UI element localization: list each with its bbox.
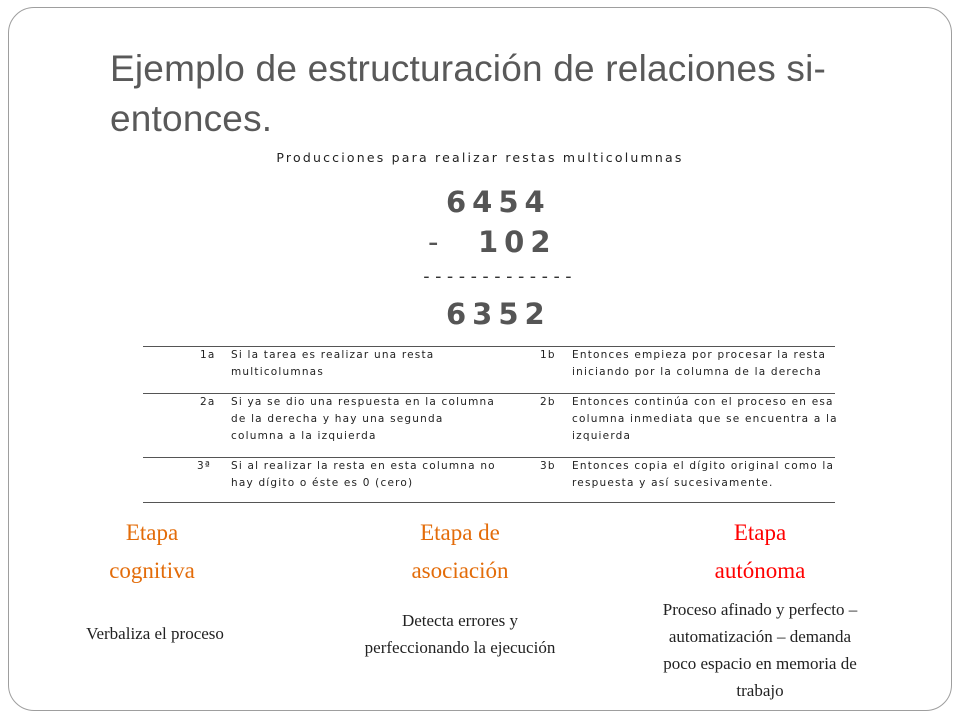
rule-text-line: Si al realizar la resta en esta columna no [231, 460, 496, 472]
rule-text-line: izquierda [572, 430, 632, 442]
minuend: 6454 [446, 185, 551, 219]
rule-condition [231, 347, 434, 381]
stage-description-line: perfeccionando la ejecución [364, 638, 556, 657]
stage-title-association [360, 514, 560, 590]
stage-title-line: asociación [411, 558, 509, 583]
rule-condition [231, 458, 496, 492]
rule-text-line: Entonces empieza por procesar la resta [572, 349, 827, 361]
stage-description-cognitive [40, 620, 270, 647]
subtrahend: 102 [478, 225, 557, 259]
stage-description-line: Detecta errores y [401, 611, 519, 630]
rule-text-line: columna inmediata que se encuentra a la [572, 413, 838, 425]
result: 6352 [446, 297, 551, 331]
separator-line: ------------- [421, 266, 575, 287]
stage-title-cognitive [52, 514, 252, 590]
rule-text-line: iniciando por la columna de la derecha [572, 366, 822, 378]
stage-description-association [320, 607, 600, 661]
rule-id-right: 1b [540, 349, 556, 361]
stage-title-line: Etapa [733, 520, 787, 545]
slide-title [110, 44, 910, 144]
rule-text-line: de la derecha y hay una segunda [231, 413, 444, 425]
stage-description-line: trabajo [736, 681, 784, 700]
rule-id-right: 2b [540, 396, 556, 408]
rule-text-line: Si ya se dio una respuesta en la columna [231, 396, 495, 408]
rule-text-line: Si la tarea es realizar una resta [231, 349, 435, 361]
stage-description-autonomous [615, 596, 905, 704]
rule-action [572, 458, 834, 492]
stage-title-line: Etapa [125, 520, 179, 545]
rule-text-line: Entonces continúa con el proceso en esa [572, 396, 834, 408]
rule-id-left: 2a [200, 396, 216, 408]
stage-description-line: automatización – demanda [668, 627, 852, 646]
stage-title-line: cognitiva [109, 558, 195, 583]
rule-text-line: multicolumnas [231, 366, 324, 378]
rule-condition [231, 394, 495, 445]
rule-id-right: 3b [540, 460, 556, 472]
rule-id-left: 3ª [197, 460, 212, 472]
stage-description-line: Proceso afinado y perfecto – [662, 600, 858, 619]
minus-sign: - [428, 225, 439, 259]
rule-action [572, 347, 826, 381]
rule-text-line: respuesta y así sucesivamente. [572, 477, 774, 489]
slide-title-line-1: Ejemplo de estructuración de relaciones si- [110, 48, 827, 89]
stage-title-line: autónoma [714, 558, 806, 583]
rule-text-line: Entonces copia el dígito original como la [572, 460, 835, 472]
rule-text-line: columna a la izquierda [231, 430, 377, 442]
stage-description-line: poco espacio en memoria de [663, 654, 857, 673]
stage-title-line: Etapa de [420, 520, 500, 545]
rule-text-line: hay dígito o éste es 0 (cero) [231, 477, 414, 489]
stage-description-line: Verbaliza el proceso [86, 624, 224, 643]
rule-action [572, 394, 838, 445]
stage-title-autonomous [660, 514, 860, 590]
slide-title-line-2: entonces. [110, 98, 273, 139]
table-rule-bottom [143, 502, 835, 503]
rule-id-left: 1a [200, 349, 216, 361]
figure-caption: Producciones para realizar restas multicolumnas [276, 150, 684, 165]
